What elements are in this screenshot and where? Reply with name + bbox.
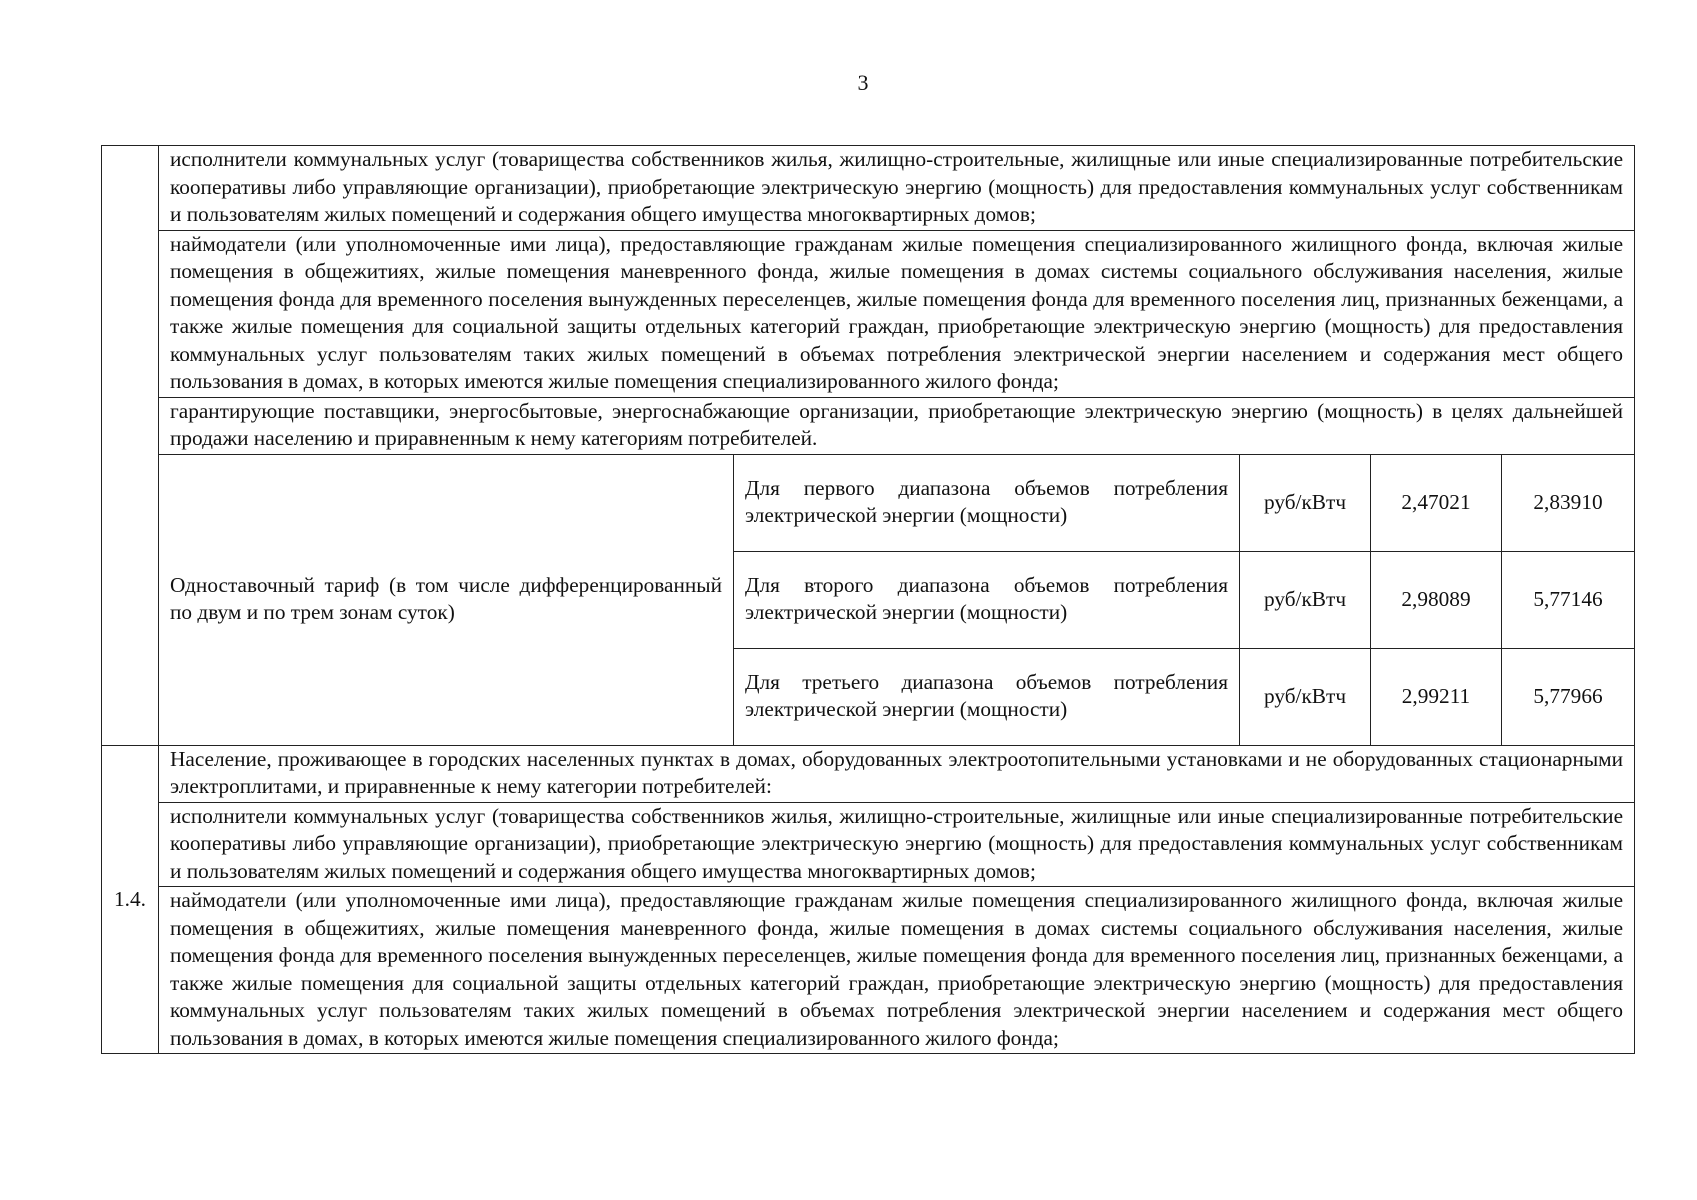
consumer-category-utility-providers: исполнители коммунальных услуг (товарищества собственников жилья, жилищно-строительные, жилищные или иные специализированные потребительские кооперативы либо управляющие организации), приобретающие электрическую энергию (мощность) для предоставления коммунальных услуг собственникам и пользователям жилых помещений и содержания общего имущества многоквартирных домов;: [159, 802, 1635, 887]
section-heading: Население, проживающее в городских населенных пунктах в домах, оборудованных электроотопительными установками и не оборудованных стационарными электроплитами, и приравненные к нему категории потребителей:: [159, 745, 1635, 802]
tariff-range: Для третьего диапазона объемов потребления электрической энергии (мощности): [734, 648, 1240, 745]
section-number-cell: [102, 146, 159, 746]
tariff-value-2: 2,83910: [1502, 454, 1635, 551]
table-row: [102, 887, 1635, 1054]
tariff-value-1: 2,47021: [1371, 454, 1502, 551]
tariff-range: Для первого диапазона объемов потребления электрической энергии (мощности): [734, 454, 1240, 551]
table-row: [102, 146, 1635, 231]
tariff-value-2: 5,77146: [1502, 551, 1635, 648]
consumer-category-landlords: наймодатели (или уполномоченные ими лица), предоставляющие гражданам жилые помещения специализированного жилищного фонда, включая жилые помещения в общежитиях, жилые помещения маневренного фонда, жилые помещения в домах системы социального обслуживания населения, жилые помещения фонда для временного поселения вынужденных переселенцев, жилые помещения фонда для временного поселения лиц, признанных беженцами, а также жилые помещения для социальной защиты отдельных категорий граждан, приобретающие электрическую энергию (мощность) для предоставления коммунальных услуг пользователям таких жилых помещений в объемах потребления электрической энергии населением и содержания мест общего пользования в домах, в которых имеются жилые помещения специализированного жилого фонда;: [159, 230, 1635, 397]
tariff-unit: руб/кВтч: [1240, 551, 1371, 648]
tariff-unit: руб/кВтч: [1240, 648, 1371, 745]
section-number: 1.4.: [102, 745, 159, 1054]
consumer-category-utility-providers: исполнители коммунальных услуг (товарищества собственников жилья, жилищно-строительные, жилищные или иные специализированные потребительские кооперативы либо управляющие организации), приобретающие электрическую энергию (мощность) для предоставления коммунальных услуг собственникам и пользователям жилых помещений и содержания общего имущества многоквартирных домов;: [159, 146, 1635, 231]
table-row: [102, 397, 1635, 454]
tariff-value-1: 2,98089: [1371, 551, 1502, 648]
table-row: [102, 802, 1635, 887]
consumer-category-landlords: наймодатели (или уполномоченные ими лица), предоставляющие гражданам жилые помещения специализированного жилищного фонда, включая жилые помещения в общежитиях, жилые помещения маневренного фонда, жилые помещения в домах системы социального обслуживания населения, жилые помещения фонда для временного поселения вынужденных переселенцев, жилые помещения фонда для временного поселения лиц, признанных беженцами, а также жилые помещения для социальной защиты отдельных категорий граждан, приобретающие электрическую энергию (мощность) для предоставления коммунальных услуг пользователям таких жилых помещений в объемах потребления электрической энергии населением и содержания мест общего пользования в домах, в которых имеются жилые помещения специализированного жилого фонда;: [159, 887, 1635, 1054]
table-row: [102, 745, 1635, 802]
tariff-label: Одноставочный тариф (в том числе дифференцированный по двум и по трем зонам суток): [159, 454, 734, 745]
tariff-table: [101, 145, 1635, 1054]
tariff-row: [102, 454, 1635, 551]
tariff-value-2: 5,77966: [1502, 648, 1635, 745]
tariff-value-1: 2,99211: [1371, 648, 1502, 745]
consumer-category-suppliers: гарантирующие поставщики, энергосбытовые, энергоснабжающие организации, приобретающие электрическую энергию (мощность) в целях дальнейшей продажи населению и приравненным к нему категориям потребителей.: [159, 397, 1635, 454]
tariff-unit: руб/кВтч: [1240, 454, 1371, 551]
tariff-range: Для второго диапазона объемов потребления электрической энергии (мощности): [734, 551, 1240, 648]
table-row: [102, 230, 1635, 397]
page-number: 3: [857, 70, 869, 95]
